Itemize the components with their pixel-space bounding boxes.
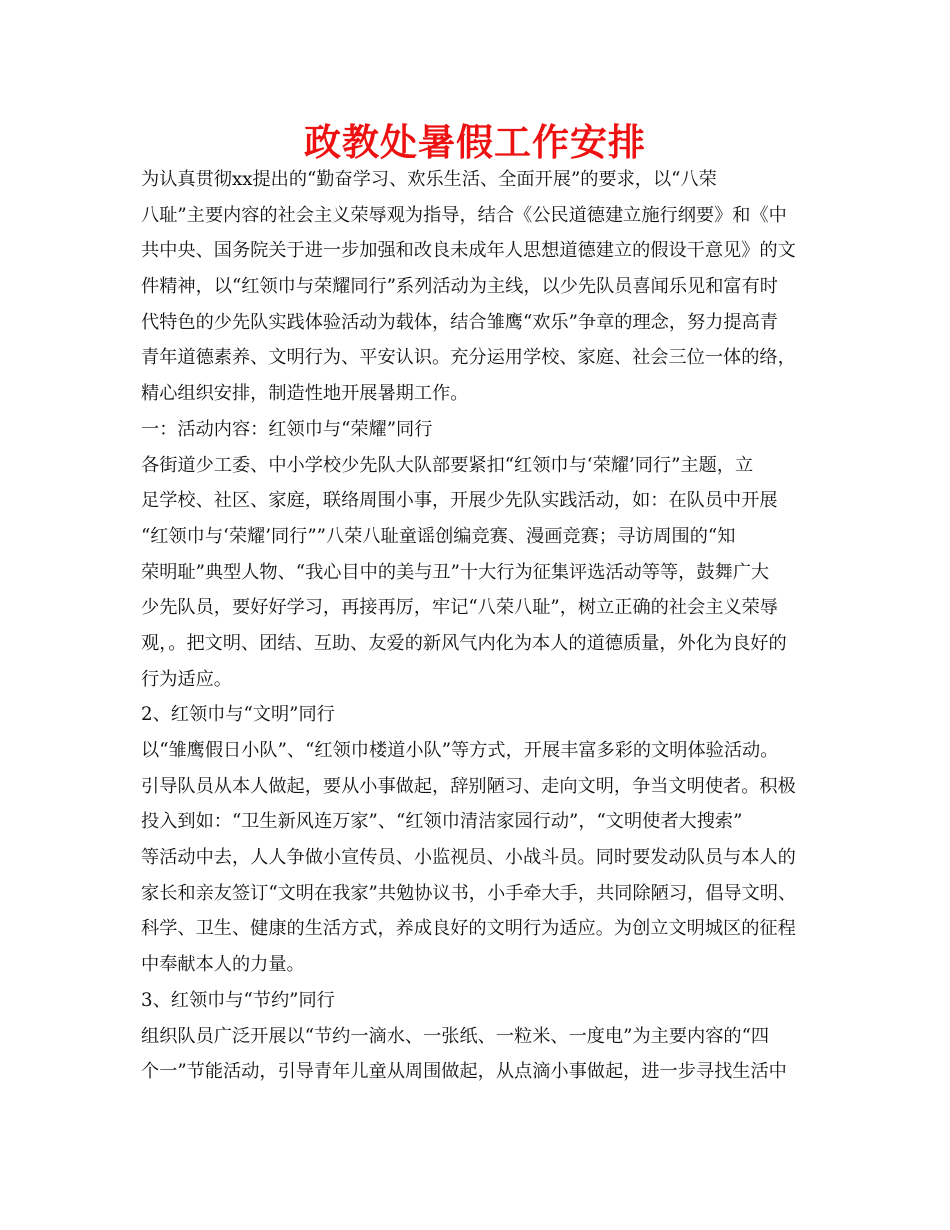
section-heading (141, 697, 813, 733)
paragraph-line: 件精神，以“红领巾与荣耀同行”系列活动为主线，以少先队员喜闻乐见和富有时 (141, 276, 778, 298)
section-2-heading: 2、红领巾与“文明”同行 (141, 704, 335, 726)
paragraph-line: 少先队员，要好好学习，再接再厉，牢记“八荣八耻”，树立正确的社会主义荣辱 (141, 597, 778, 619)
paragraph-line: 共中央、国务院关于进一步加强和改良未成年人思想道德建立的假设干意见》的文 (141, 240, 796, 262)
paragraph-line: 组织队员广泛开展以“节约一滴水、一张纸、一粒米、一度电”为主要内容的“四 (141, 1025, 770, 1047)
section-1-paragraph (141, 448, 813, 698)
paragraph-line: 行为适应。 (141, 668, 232, 690)
document-body (141, 162, 813, 1090)
paragraph-line: 观，。把文明、团结、互助、友爱的新风气内化为本人的道德质量，外化为良好的 (141, 632, 787, 654)
paragraph-line: 青年道德素养、文明行为、平安认识。充分运用学校、家庭、社会三位一体的络， (141, 347, 796, 369)
paragraph-line: 各街道少工委、中小学校少先队大队部要紧扣“红领巾与‘荣耀’同行”主题，立 (141, 454, 754, 476)
paragraph-line: 等活动中去，人人争做小宣传员、小监视员、小战斗员。同时要发动队员与本人的 (141, 847, 796, 869)
paragraph-line: 荣明耻”典型人物、“我心目中的美与丑”十大行为征集评选活动等等，鼓舞广大 (141, 561, 770, 583)
intro-paragraph (141, 162, 813, 412)
paragraph-line: 引导队员从本人做起，要从小事做起，辞别陋习、走向文明，争当文明使者。积极 (141, 775, 796, 797)
document-title: 政教处暑假工作安排 (304, 121, 646, 164)
section-3-paragraph (141, 1019, 813, 1090)
paragraph-line: 以“雏鹰假日小队”、“红领巾楼道小队”等方式，开展丰富多彩的文明体验活动。 (141, 740, 779, 761)
paragraph-line: 科学、卫生、健康的生活方式，养成良好的文明行为适应。为创立文明城区的征程 (141, 918, 796, 940)
paragraph-line: 家长和亲友签订“文明在我家”共勉协议书，小手牵大手，共同除陋习，倡导文明、 (141, 882, 797, 904)
paragraph-line: 精心组织安排，制造性地开展暑期工作。 (141, 383, 469, 405)
section-heading (141, 412, 813, 448)
section-2-paragraph (141, 733, 813, 983)
paragraph-line: 为认真贯彻xx提出的“勤奋学习、欢乐生活、全面开展”的要求，以“八荣 (141, 169, 717, 190)
section-3-heading: 3、红领巾与“节约”同行 (141, 989, 335, 1011)
section-1-heading: 一：活动内容：红领巾与“荣耀”同行 (141, 418, 433, 440)
paragraph-line: 中奉献本人的力量。 (141, 954, 305, 976)
paragraph-line: 八耻”主要内容的社会主义荣辱观为指导，结合《公民道德建立施行纲要》和《中 (141, 204, 787, 226)
paragraph-line: 个一”节能活动，引导青年儿童从周围做起，从点滴小事做起，进一步寻找生活中 (141, 1061, 787, 1083)
paragraph-line: 足学校、社区、家庭，联络周围小事，开展少先队实践活动，如：在队员中开展 (141, 490, 778, 512)
paragraph-line: “红领巾与‘荣耀’同行””八荣八耻童谣创编竞赛、漫画竞赛；寻访周围的“知 (141, 525, 736, 547)
paragraph-line: 投入到如：“卫生新风连万家”、“红领巾清洁家园行动”，“文明使者大搜索” (141, 811, 743, 833)
paragraph-line: 代特色的少先队实践体验活动为载体，结合雏鹰“欢乐”争章的理念，努力提高青 (141, 311, 778, 333)
section-heading (141, 983, 813, 1019)
